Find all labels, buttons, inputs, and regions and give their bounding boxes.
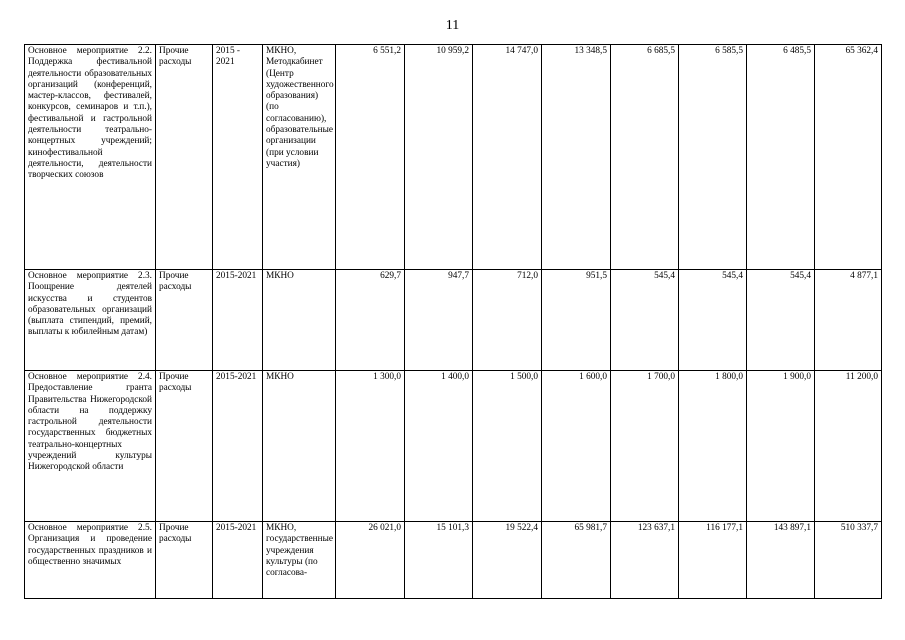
value-cell: 143 897,1: [747, 522, 815, 599]
value-cell: 1 800,0: [679, 371, 747, 522]
executor-cell: МКНО: [263, 371, 336, 522]
value-cell: 951,5: [542, 270, 611, 371]
value-cell: 1 900,0: [747, 371, 815, 522]
value-cell: 1 700,0: [611, 371, 679, 522]
value-cell: 6 685,5: [611, 45, 679, 270]
table-row: [25, 270, 882, 371]
activity-name-cell: Основное мероприятие 2.4. Предоставление гранта Правительства Нижегородской области на поддержку гастрольной деятельности государственных бюджетных театрально-концертных учреждений культуры Нижегородской области: [25, 371, 156, 522]
value-cell: 545,4: [679, 270, 747, 371]
value-cell: 13 348,5: [542, 45, 611, 270]
value-cell: 6 585,5: [679, 45, 747, 270]
total-value-cell: 11 200,0: [815, 371, 882, 522]
table-row: [25, 371, 882, 522]
value-cell: 65 981,7: [542, 522, 611, 599]
total-value-cell: 65 362,4: [815, 45, 882, 270]
executor-cell: МКНО: [263, 270, 336, 371]
period-cell: 2015-2021: [213, 522, 263, 599]
page-number: 11: [445, 18, 460, 33]
value-cell: 116 177,1: [679, 522, 747, 599]
total-value-cell: 4 877,1: [815, 270, 882, 371]
executor-cell: МКНО, государственные учреждения культуры (по согласова-: [263, 522, 336, 599]
value-cell: 1 600,0: [542, 371, 611, 522]
value-cell: 1 300,0: [336, 371, 405, 522]
value-cell: 712,0: [473, 270, 542, 371]
expense-category-cell: Прочие расходы: [156, 270, 213, 371]
executor-cell: МКНО, Методкабинет (Центр художественного образования) (по согласованию), образовательные организации (при условии участия): [263, 45, 336, 270]
value-cell: 10 959,2: [405, 45, 473, 270]
value-cell: 123 637,1: [611, 522, 679, 599]
value-cell: 19 522,4: [473, 522, 542, 599]
value-cell: 6 485,5: [747, 45, 815, 270]
value-cell: 6 551,2: [336, 45, 405, 270]
table-row: [25, 522, 882, 599]
activity-name-cell: Основное мероприятие 2.5. Организация и проведение государственных праздников и общественно значимых: [25, 522, 156, 599]
value-cell: 545,4: [747, 270, 815, 371]
value-cell: 26 021,0: [336, 522, 405, 599]
value-cell: 947,7: [405, 270, 473, 371]
value-cell: 1 500,0: [473, 371, 542, 522]
expense-category-cell: Прочие расходы: [156, 371, 213, 522]
expense-category-cell: Прочие расходы: [156, 45, 213, 270]
expense-category-cell: Прочие расходы: [156, 522, 213, 599]
activity-name-cell: Основное мероприятие 2.2. Поддержка фестивальной деятельности образовательных организаций (конференций, мастер-классов, фестивалей, конкурсов, семинаров и т.п.), фестивальной и гастрольной деятельности театрально-концертных учреждений; кинофестивальной деятельности, деятельности творческих союзов: [25, 45, 156, 270]
table-row: [25, 45, 882, 270]
activity-name-cell: Основное мероприятие 2.3. Поощрение деятелей искусства и студентов образовательных организаций (выплата стипендий, премий, выплаты к юбилейным датам): [25, 270, 156, 371]
period-cell: 2015 - 2021: [213, 45, 263, 270]
value-cell: 545,4: [611, 270, 679, 371]
value-cell: 629,7: [336, 270, 405, 371]
value-cell: 1 400,0: [405, 371, 473, 522]
total-value-cell: 510 337,7: [815, 522, 882, 599]
period-cell: 2015-2021: [213, 270, 263, 371]
value-cell: 15 101,3: [405, 522, 473, 599]
budget-table: [24, 44, 882, 599]
period-cell: 2015-2021: [213, 371, 263, 522]
value-cell: 14 747,0: [473, 45, 542, 270]
